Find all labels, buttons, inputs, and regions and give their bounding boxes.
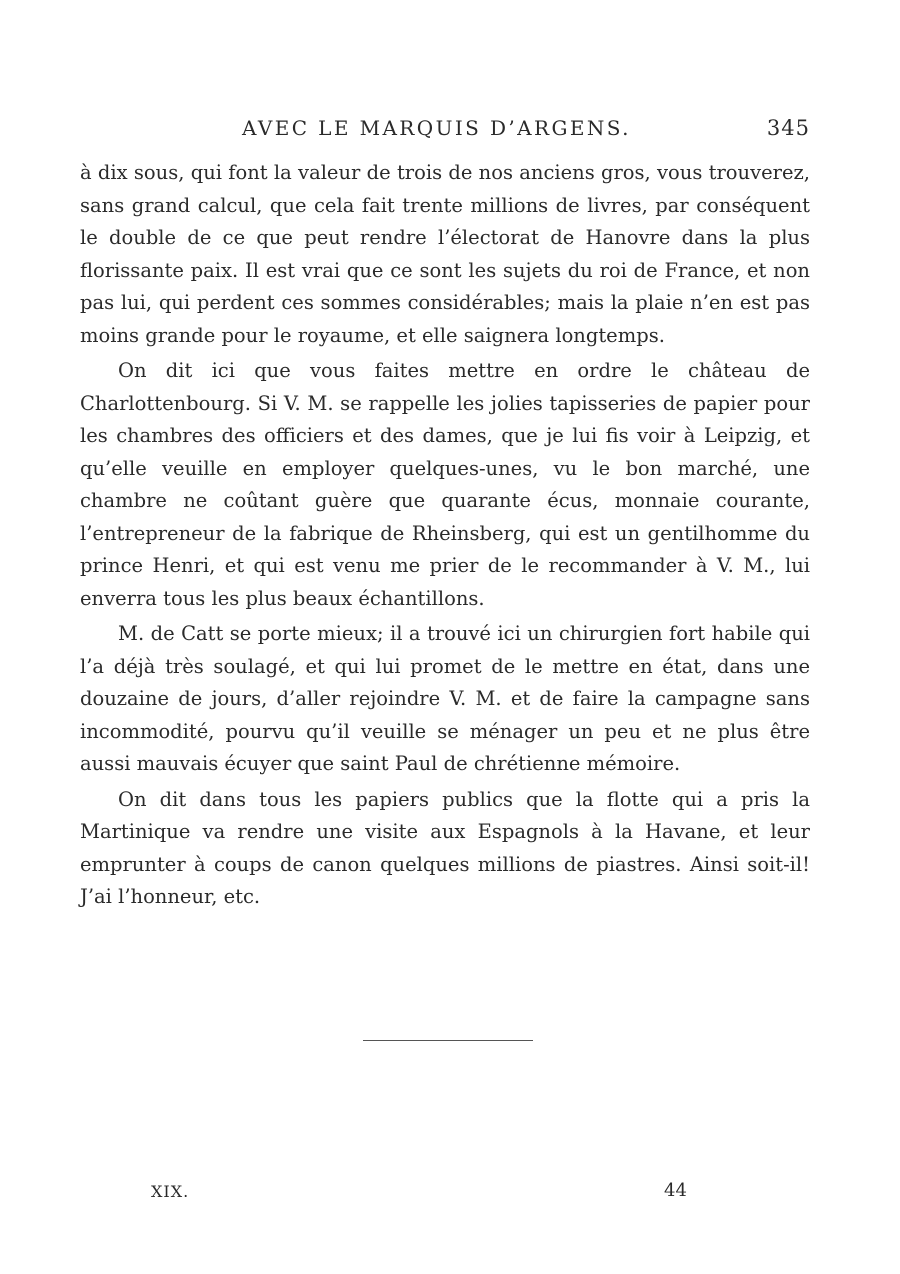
paragraph-catt: M. de Catt se porte mieux; il a trouvé ici un chirurgien fort habile qui l’a déjà très soulagé, et qui lui promet de le mettre en état, dans une douzaine de jours, d’aller rejoindre V. M. et de faire la campagne sans incommodité, pourvu qu’il veuille se ménager un peu et ne plus être aussi mauvais écuyer que saint Paul de chrétienne mémoire. (80, 622, 810, 775)
running-header (80, 116, 810, 146)
paragraph-charlottenbourg: On dit ici que vous faites mettre en ordre le château de Charlottenbourg. Si V. M. se rappelle les jolies tapisseries de papier pour les chambres des officiers et des dames, que je lui fis voir à Leipzig, et qu’elle veuille en employer quelques-unes, vu le bon marché, une chambre ne coûtant guère que quarante écus, monnaie courante, l’entrepreneur de la fabrique de Rheinsberg, qui est un gentilhomme du prince Henri, et qui est venu me prier de le recommander à V. M., lui enverra tous les plus beaux échantillons. (80, 359, 810, 610)
running-title: AVEC LE MARQUIS D’ARGENS. (242, 116, 631, 140)
page-number: 345 (766, 116, 810, 140)
paragraph-continued: à dix sous, qui font la valeur de trois de nos anciens gros, vous trouverez, sans grand calcul, que cela fait trente millions de livres, par conséquent le double de ce que peut rendre l’électorat de Hanovre dans la plus florissante paix. Il est vrai que ce sont les sujets du roi de France, et non pas lui, qui perdent ces sommes considérables; mais la plaie n’en est pas moins grande pour le royaume, et elle saignera longtemps. (80, 161, 810, 347)
section-end-rule (363, 1040, 533, 1041)
paragraph-martinique: On dit dans tous les papiers publics que la flotte qui a pris la Martinique va rendre une visite aux Espagnols à la Havane, et leur emprunter à coups de canon quelques millions de piastres. Ainsi soit-il! J’ai l’honneur, etc. (80, 787, 810, 908)
signature-mark: XIX. (151, 1182, 190, 1201)
sheet-number: 44 (664, 1180, 687, 1201)
body-text (80, 157, 810, 914)
